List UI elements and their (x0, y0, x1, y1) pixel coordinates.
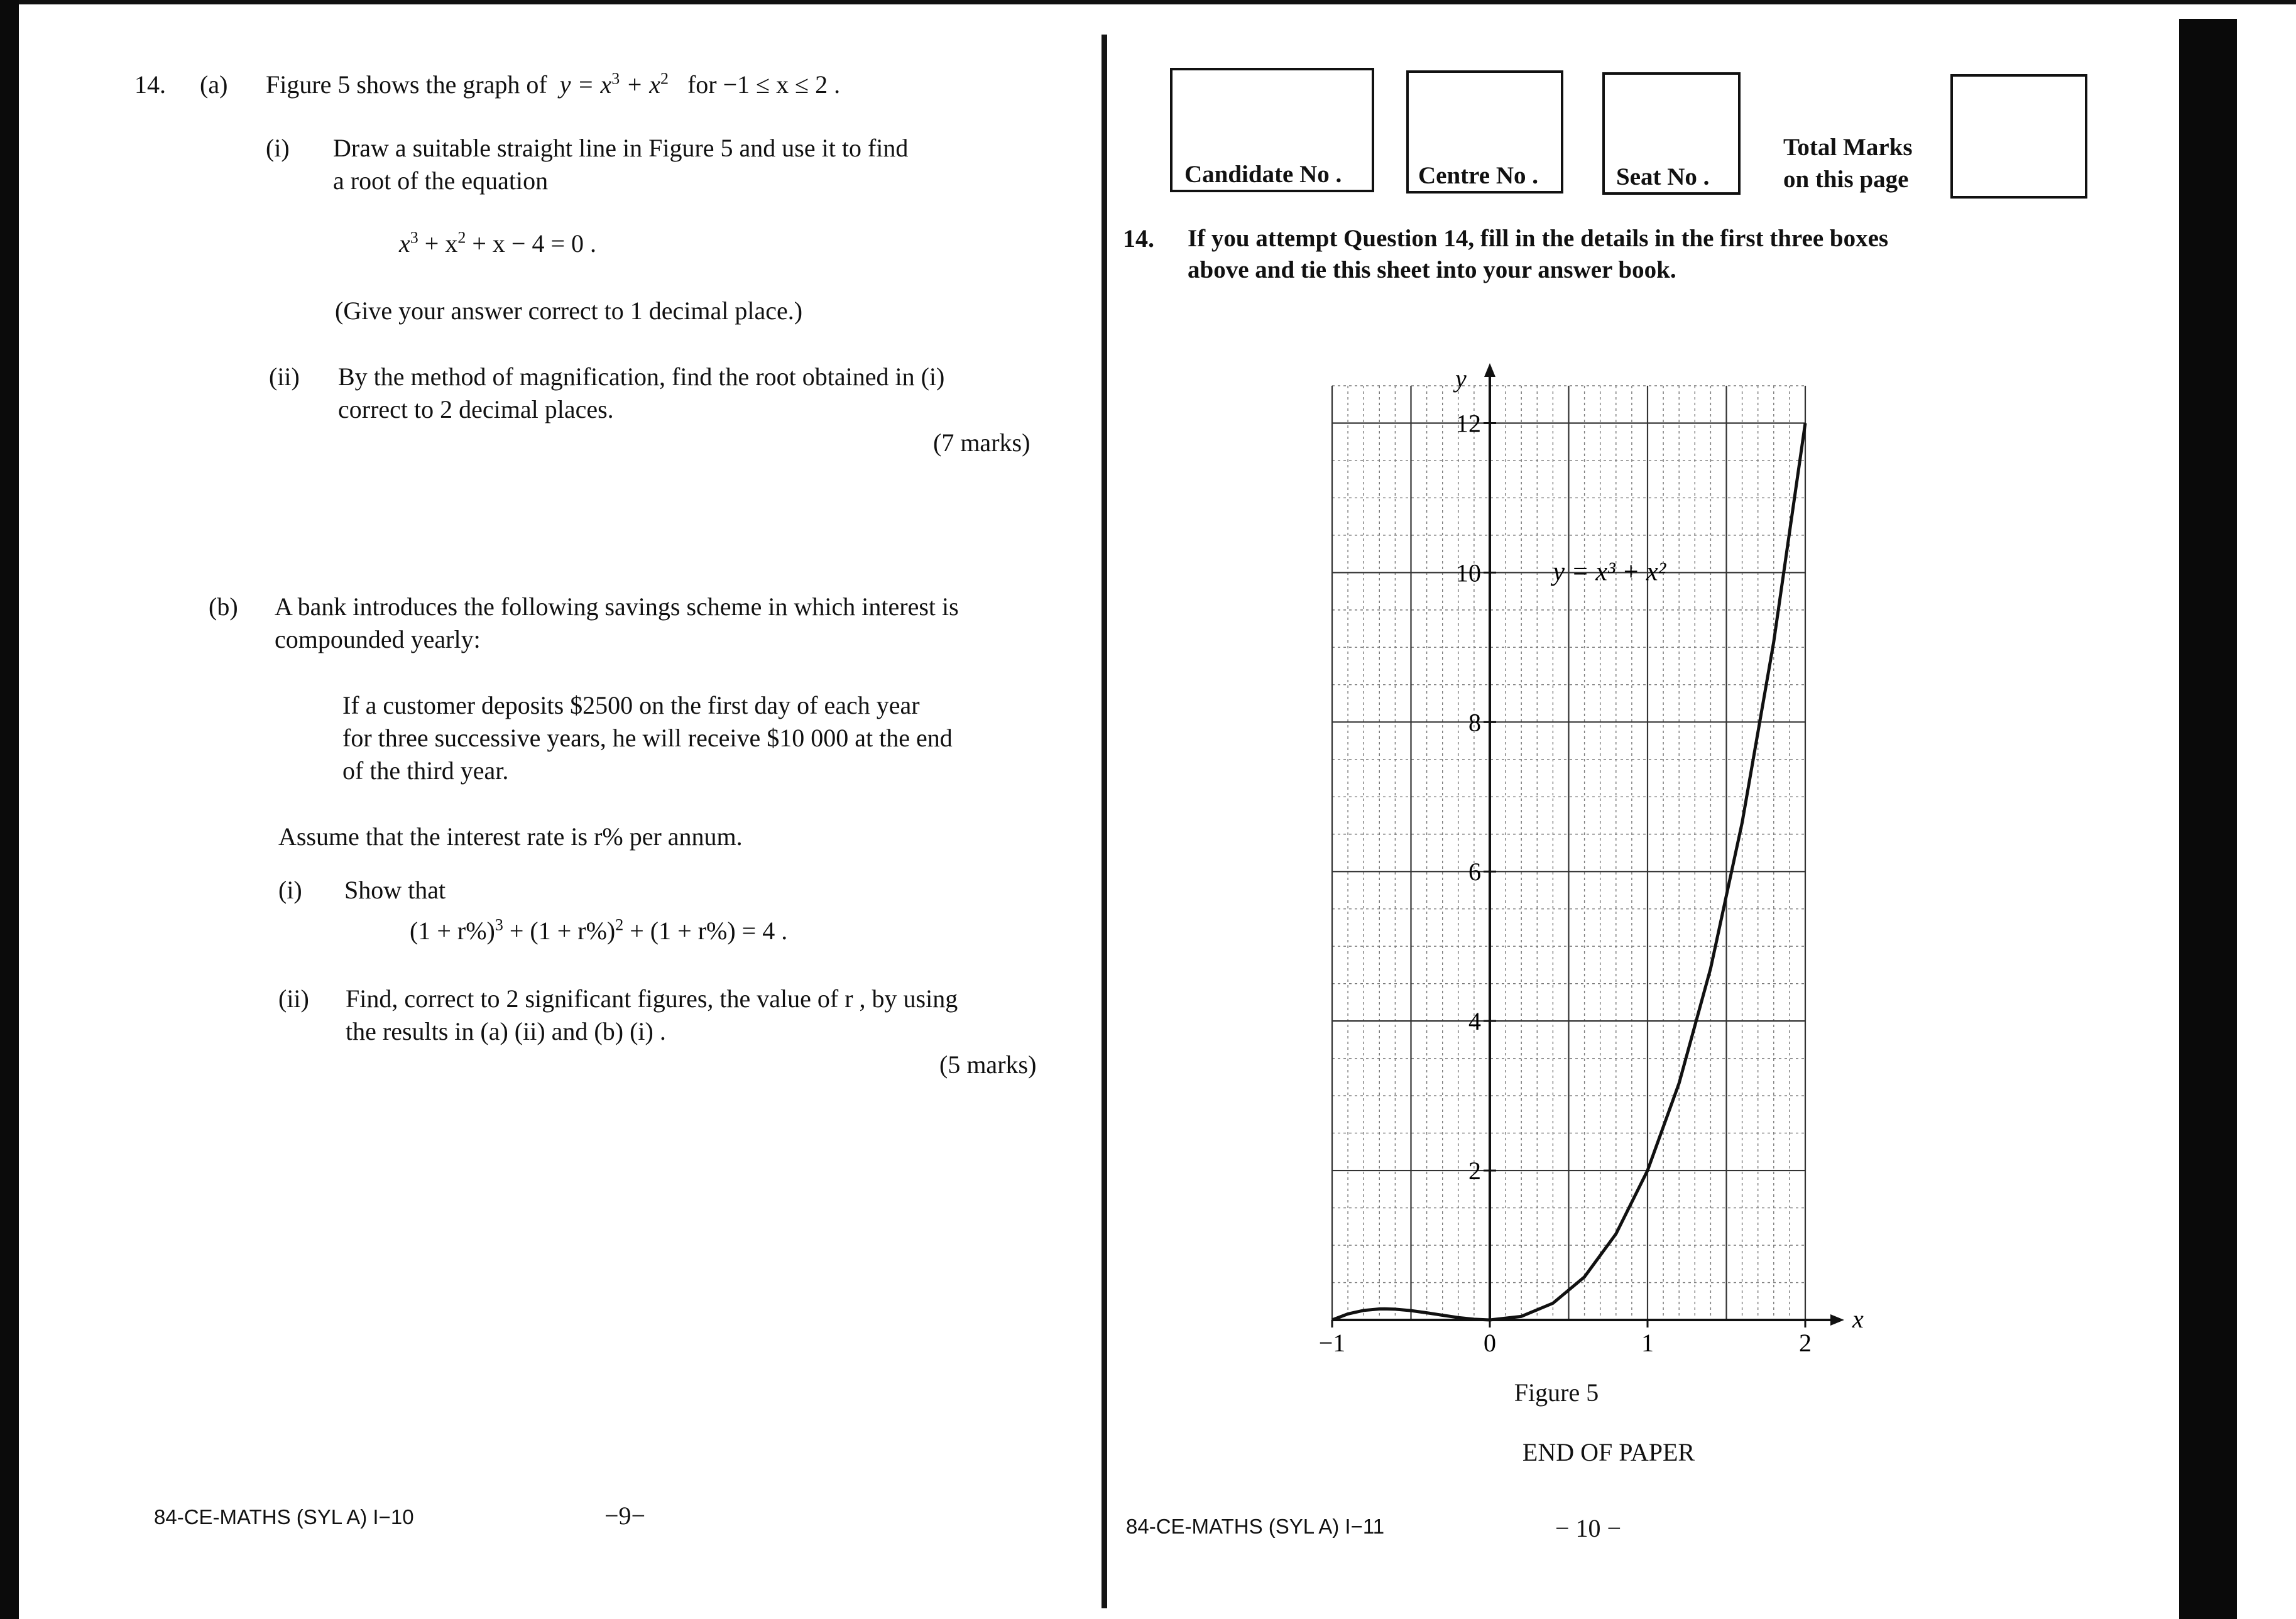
total-marks-label-line2: on this page (1783, 166, 1909, 193)
part-b-ii-label: (ii) (278, 984, 309, 1013)
part-a-label: (a) (200, 70, 228, 99)
part-a-intro: Figure 5 shows the graph of $y = x^3 + x^2$ for −1 ≤ x ≤ 2 . (266, 69, 841, 99)
part-a-ii-label: (ii) (269, 363, 300, 391)
instruction-line1: If you attempt Question 14, fill in the details in the first three boxes (1188, 225, 1889, 252)
left-footer-code: 84-CE-MATHS (SYL A) I−10 (154, 1505, 414, 1529)
scheme-quote-line2: for three successive years, he will receive $10 000 at the end (342, 724, 953, 752)
page-left-edge (0, 0, 19, 1619)
part-b-ii-line2: the results in (a) (ii) and (b) (i) . (346, 1017, 666, 1045)
left-page-number: −9− (604, 1502, 646, 1530)
page-top-edge (0, 0, 2296, 4)
x-tick-label: −1 (1318, 1329, 1346, 1357)
seat-number-label: Seat No . (1616, 163, 1710, 190)
part-a-marks: (7 marks) (933, 428, 1030, 457)
part-a-ii-line1: By the method of magnification, find the root obtained in (i) (338, 363, 945, 391)
part-a-i-label: (i) (266, 134, 290, 162)
x-axis-label: x (1852, 1305, 1864, 1333)
question-number: 14. (134, 70, 166, 99)
instruction-line2: above and tie this sheet into your answer book. (1188, 256, 1676, 283)
right-question-number: 14. (1123, 224, 1154, 253)
part-b-ii-line1: Find, correct to 2 significant figures, the value of r , by using (346, 984, 958, 1013)
y-axis-arrow (1484, 363, 1495, 377)
part-a-ii-line2: correct to 2 decimal places. (338, 395, 614, 423)
part-b-i-text: Show that (344, 876, 446, 904)
interest-assumption: Assume that the interest rate is r% per annum. (278, 822, 743, 851)
scheme-quote-line3: of the third year. (342, 756, 509, 785)
part-a-i-line1: Draw a suitable straight line in Figure 5 and use it to find (333, 134, 909, 162)
figure-caption: Figure 5 (1514, 1378, 1599, 1407)
y-tick-label: 6 (1468, 858, 1481, 886)
right-footer-code: 84-CE-MATHS (SYL A) I−11 (1126, 1515, 1385, 1538)
part-b-marks: (5 marks) (939, 1050, 1037, 1079)
candidate-number-label: Candidate No . (1184, 161, 1342, 188)
part-b-i-label: (i) (278, 876, 302, 904)
scheme-quote-line1: If a customer deposits $2500 on the first day of each year (342, 691, 920, 719)
y-axis-label: y (1455, 364, 1467, 393)
total-marks-label-line1: Total Marks (1783, 134, 1913, 161)
tick-labels (1319, 409, 1812, 1357)
total-marks-box[interactable] (1950, 74, 2087, 199)
x-tick-label: 1 (1641, 1329, 1654, 1357)
x-tick-label: 2 (1799, 1329, 1812, 1357)
cubic-equation: $x^3 + x^2 + x - 4 = 0$ . (399, 228, 597, 258)
part-b-intro-line1: A bank introduces the following savings scheme in which interest is (275, 592, 959, 621)
curve-label: y = x³ + x² (1553, 557, 1666, 587)
page-spine (1102, 35, 1107, 1608)
y-tick-label: 12 (1456, 409, 1481, 438)
interest-equation: $(1 + r\%)^3 + (1 + r\%)^2 + (1 + r\%) = 4$ . (410, 915, 788, 945)
y-tick-label: 4 (1468, 1007, 1481, 1036)
figure-5-graph (1307, 302, 1910, 1370)
x-tick-label: 0 (1484, 1329, 1496, 1357)
axes (1332, 363, 1844, 1326)
part-b-intro-line2: compounded yearly: (275, 625, 481, 653)
y-tick-label: 10 (1456, 559, 1481, 587)
part-b-label: (b) (209, 592, 238, 621)
end-of-paper: END OF PAPER (1522, 1438, 1695, 1466)
part-a-i-note: (Give your answer correct to 1 decimal place.) (335, 297, 803, 325)
part-a-i-line2: a root of the equation (333, 166, 549, 195)
right-page-number: − 10 − (1555, 1514, 1622, 1542)
y-tick-label: 8 (1468, 708, 1481, 737)
page-right-edge (2179, 19, 2237, 1619)
centre-number-label: Centre No . (1418, 162, 1538, 189)
y-tick-label: 2 (1468, 1157, 1481, 1186)
x-axis-arrow (1830, 1314, 1844, 1326)
